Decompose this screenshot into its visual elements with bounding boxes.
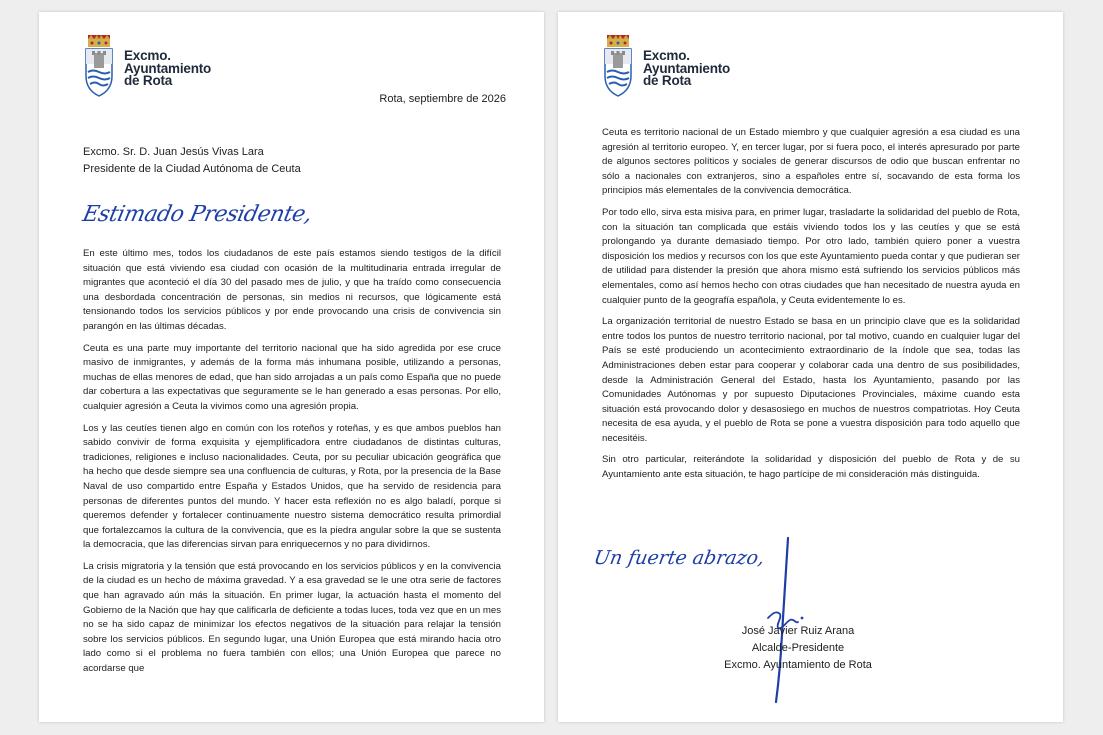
letter-date: Rota, septiembre de 2026 — [379, 93, 506, 105]
recipient-name: Excmo. Sr. D. Juan Jesús Vivas Lara — [83, 146, 264, 158]
paragraph: Sin otro particular, reiterándote la solidaridad y disposición del pueblo de Rota y de su Ayuntamiento ante esta situación, te hago partícipe de mi consideración más distinguida. — [602, 454, 1020, 481]
coat-of-arms-icon — [83, 34, 115, 98]
handwritten-greeting — [80, 202, 343, 242]
institution-line-2: Ayuntamiento — [124, 60, 212, 76]
letter-body-page-1 — [83, 247, 501, 684]
institution-name — [643, 50, 730, 88]
institution-line-1: Excmo. — [643, 48, 690, 63]
institution-logo — [83, 34, 223, 98]
paragraph: Por todo ello, sirva esta misiva para, en primer lugar, trasladarte la solidaridad del pueblo de Rota, con la situación tan complicada que estáis viviendo todos los y las ceutíes y que se está prolongando ya durante demasiado tiempo. Por otro lado, también quiero poner a vuestra disposición los medios y recursos con los que este Ayuntamiento pueda contar y que pudieran ser de utilidad para distender la presión que ahora mismo está sufriendo los servicios públicos más elementales, como así hemos hecho con otras ciudades que han necesitado de nuestra ayuda en cualquier punto de la geografía española, y Ceuta evidentemente lo es. — [602, 206, 1020, 306]
institution-line-2: Ayuntamiento — [643, 60, 731, 76]
greeting-text: Estimado Presidente, — [80, 202, 314, 227]
paragraph: Ceuta es una parte muy importante del territorio nacional que ha sido agredida por ese cruce masivo de inmigrantes, y además de la forma más inhumana posible, utilizando a personas, muchas de ellas menores de edad, que han sido arrojadas a un país como España que no puede dar cobertura a las expectativas que seguramente se le han generado a esas personas. Por ello, cualquier agresión a Ceuta la vivimos como una agresión propia. — [83, 342, 501, 412]
paragraph: La organización territorial de nuestro Estado se basa en un principio clave que es la solidaridad entre todos los puntos de nuestro territorio nacional, por tal motivo, cuando en cualquier lugar del País se esté produciendo un acontecimiento extraordinario de la índole que sea, todas las Administraciones deben estar para cooperar y colaborar cada una dentro de sus posibilidades, desde la Administración General del Estado, hasta los Ayuntamiento, pasando por las Comunidades Autónomas y por supuesto Diputaciones Provinciales, máxime cuando esta situación está provocando dolor y desasosiego en muchos de nuestros compatriotas. Hoy Ceuta necesita de esa ayuda, y el pueblo de Rota se pone a vuestra disposición para todo aquello que necesitéis. — [602, 316, 1020, 444]
paragraph: Los y las ceutíes tienen algo en común con los roteños y roteñas, y es que ambos pueblos han sabido convivir de forma exquisita y ejemplificadora entre ciudadanos de distintas culturas, tradiciones, religiones e incluso nacionalidades. Ceuta, por su peculiar ubicación geográfica que ha hecho que desde siempre sea una confluencia de culturas, y Rota, por la presencia de la Base Naval de uso compartido entre España y Estados Unidos, que ha servido de residencia para personas de diferentes puntos del mundo. Y hacer esta reflexión no es algo baladí, porque si queremos defender y fortalecer continuamente nuestro sistema democrático resulta primordial que fortalezcamos la cultura de la convivencia, que es la piedra angular sobre la que se sustenta la democracia, que las diferencias sirvan para enriquecernos y no para dividirnos. — [83, 422, 501, 551]
signatory-title: Alcalde-Presidente — [751, 642, 845, 654]
signatory-block — [698, 623, 898, 674]
paragraph: La crisis migratoria y la tensión que está provocando en los servicios públicos y en la convivencia de la ciudad es un hecho de máxima gravedad. Y a esa gravedad se le une otra serie de factores que han agravado aún más la situación. En primer lugar, la actuación hasta el momento del Gobierno de la Nación que hay que calificarla de deficiente a todas luces, toda vez que en un mes no se ha sido capaz de minimizar los efectos negativos de la situación para relajar la tensión sobre los servicios públicos. En segundo lugar, una Unión Europea que está mirando hacia otro lado como si el problema no fuera también con ellos; una Unión Europea que parece no acordarse que — [83, 560, 501, 675]
letter-page-2 — [558, 12, 1063, 722]
recipient-block — [83, 144, 301, 178]
coat-of-arms-icon — [602, 34, 634, 98]
letter-body-page-2 — [602, 126, 1020, 490]
signature-mark — [746, 534, 826, 704]
institution-line-3: de Rota — [643, 73, 692, 88]
institution-line-1: Excmo. — [124, 48, 171, 63]
signatory-name: José Javier Ruiz Arana — [741, 625, 855, 637]
paragraph: En este último mes, todos los ciudadanos de este país estamos siendo testigos de la difícil situación que está viviendo esa ciudad con ocasión de la multitudinaria entrada irregular de migrantes que aconteció el día 30 del pasado mes de julio, y que ha traído como consecuencia una desbordada concentración de personas, sin medios ni recursos, que lógicamente está tensionando todos los servicios públicos y por ende provocando una crisis de convivencia sin parangón en las últimas décadas. — [83, 248, 501, 332]
signatory-organization: Excmo. Ayuntamiento de Rota — [724, 659, 872, 671]
recipient-title: Presidente de la Ciudad Autónoma de Ceuta — [83, 163, 301, 175]
institution-name — [124, 50, 211, 88]
letter-page-1 — [39, 12, 544, 722]
institution-logo — [602, 34, 742, 98]
institution-line-3: de Rota — [124, 73, 173, 88]
handwritten-closing: Un fuerte abrazo, — [592, 547, 767, 569]
paragraph: Ceuta es territorio nacional de un Estado miembro y que cualquier agresión a esa ciudad es una agresión al territorio europeo. Y, en tercer lugar, por si fuera poco, el interés apresurado por parte de algunos sectores políticos y sociales de generar discursos de odio que buscan enfrentar no sólo a nacionales con extranjeros, sino a españoles entre sí, socavando de esta forma los principios más elementales de la convivencia democrática. — [602, 127, 1020, 197]
